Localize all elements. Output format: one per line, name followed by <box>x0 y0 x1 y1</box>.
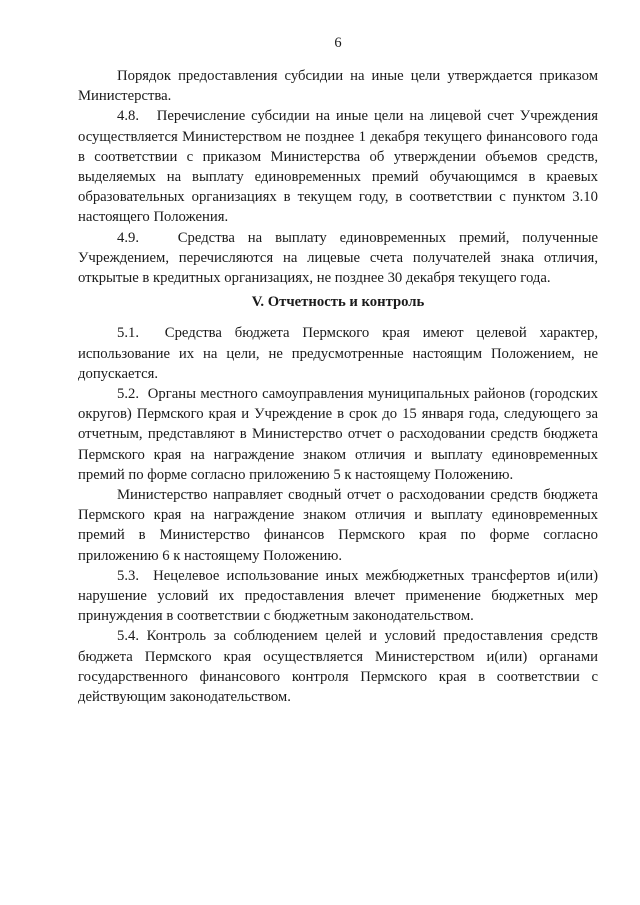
paragraph-4-8: 4.8. Перечисление субсидии на иные цели на лицевой счет Учреждения осуществляется Министерством не позднее 1 декабря текущего финансового года в соответствии с приказом Министерства об утверждении объемов средств, выделяемых на выплату единовременных премий обучающимся в краевых образовательных организациях в текущем году, в соответствии с пунктом 3.10 настоящего Положения. <box>78 108 598 226</box>
paragraph-5-1: 5.1. Средства бюджета Пермского края имеют целевой характер, использование их на цели, не предусмотренные настоящим Положением, не допускается. <box>78 325 598 382</box>
paragraph-5-4: 5.4. Контроль за соблюдением целей и условий предоставления средств бюджета Пермского края осуществляется Министерством и(или) органами государственного финансового контроля Пермского края в соответствии с действующим законодательством. <box>78 628 598 706</box>
paragraph-4-9: 4.9. Средства на выплату единовременных премий, полученные Учреждением, перечисляются на лицевые счета получателей знака отличия, открытые в кредитных организациях, не позднее 30 декабря текущего года. <box>78 229 598 287</box>
document-body <box>78 66 598 707</box>
paragraph-order-approval: Порядок предоставления субсидии на иные цели утверждается приказом Министерства. <box>78 68 598 105</box>
paragraph-summary-report: Министерство направляет сводный отчет о расходовании средств бюджета Пермского края на награждение знаком отличия и выплату единовременных премий в Министерство финансов Пермского края по форме согласно приложению 6 к настоящему Положению. <box>78 487 598 564</box>
paragraph-5-3: 5.3. Нецелевое использование иных межбюджетных трансфертов и(или) нарушение условий их предоставления влечет применение бюджетных мер принуждения в соответствии с бюджетным законодательством. <box>78 567 598 625</box>
section-heading: V. Отчетность и контроль <box>251 294 425 311</box>
page-number: 6 <box>334 35 342 51</box>
paragraph-5-2: 5.2. Органы местного самоуправления муниципальных районов (городских округов) Пермского края и Учреждение в срок до 15 января года, следующего за отчетным, представляют в Министерство отчет о расходовании средств бюджета Пермского края на награждение знаком отличия и выплату единовременных премий по форме согласно приложению 5 к настоящему Положению. <box>78 386 598 483</box>
